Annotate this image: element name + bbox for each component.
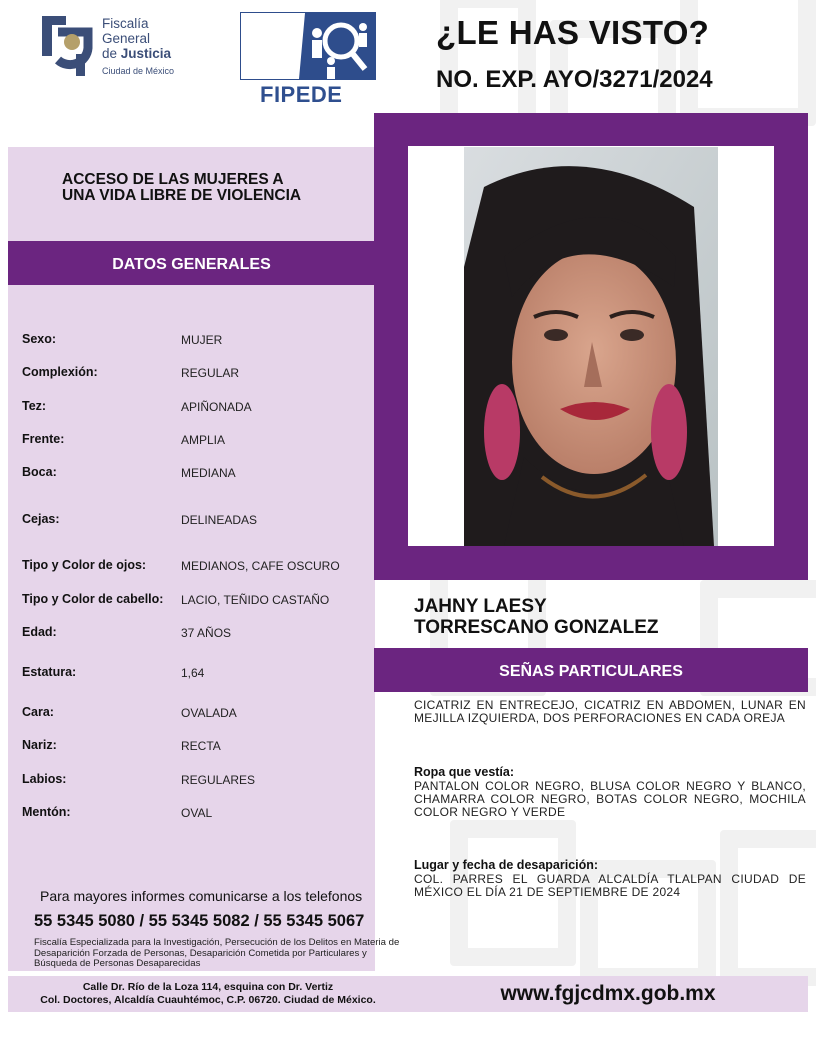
general-data-label: Cejas: [22, 512, 60, 526]
general-data-value: MUJER [181, 333, 223, 347]
general-data-value: RECTA [181, 739, 221, 753]
general-data-value: 1,64 [181, 666, 205, 680]
distinguishing-marks-text: CICATRIZ EN ENTRECEJO, CICATRIZ EN ABDOMEN, LUNAR EN MEJILLA IZQUIERDA, DOS PERFORACIONES EN CADA OREJA [414, 698, 806, 725]
general-data-label: Tipo y Color de cabello: [22, 592, 164, 606]
fgj-logo [40, 12, 190, 86]
address-line1: Calle Dr. Río de la Loza 114, esquina con Dr. Vertiz [82, 981, 334, 993]
person-name-line2: TORRESCANO GONZALEZ [414, 617, 659, 638]
agency-line1: Fiscalía [102, 16, 149, 31]
agency-city: Ciudad de México [102, 66, 175, 76]
general-data-label: Nariz: [22, 738, 57, 752]
general-data-value: MEDIANA [181, 466, 236, 480]
contact-intro: Para mayores informes comunicarse a los telefonos [40, 888, 363, 904]
general-data-value: MEDIANOS, CAFE OSCURO [181, 559, 340, 573]
general-data-value: APIÑONADA [181, 400, 252, 414]
general-data-label: Estatura: [22, 665, 77, 679]
address [8, 981, 408, 1007]
portrait-image [464, 147, 718, 546]
agency-line2: General [102, 31, 151, 46]
general-data-label: Sexo: [22, 332, 57, 346]
general-data-label: Mentón: [22, 805, 71, 819]
program-title: ACCESO DE LAS MUJERES A UNA VIDA LIBRE DE VIOLENCIA [62, 171, 302, 204]
clothing-text: PANTALON COLOR NEGRO, BLUSA COLOR NEGRO Y BLANCO, CHAMARRA COLOR NEGRO, BOTAS COLOR NEGRO, MOCHILA COLOR NEGRO Y VERDE [414, 779, 806, 819]
fipede-label: FIPEDE [260, 82, 343, 107]
agency-line3a: de [102, 46, 121, 61]
website-link[interactable]: www.fgjcdmx.gob.mx [500, 982, 716, 1005]
address-line2: Col. Doctores, Alcaldía Cuauhtémoc, C.P. 06720. Ciudad de México. [40, 994, 376, 1006]
general-data-label: Edad: [22, 625, 57, 639]
office-name: Fiscalía Especializada para la Investigación, Persecución de los Delitos en Materia de Desaparición Forzada de Personas, Desaparición Cometida por Particulares y Búsqueda de Personas Desaparecidas [34, 937, 400, 969]
general-data-label: Cara: [22, 705, 54, 719]
general-data-value: OVALADA [181, 706, 237, 720]
general-data-value: AMPLIA [181, 433, 226, 447]
general-data-label: Boca: [22, 465, 57, 479]
general-data-label: Frente: [22, 432, 65, 446]
general-data-value: REGULAR [181, 366, 240, 380]
general-data-label: Complexión: [22, 365, 98, 379]
people-search-icon [241, 13, 375, 79]
contact-phones: 55 5345 5080 / 55 5345 5082 / 55 5345 5067 [34, 912, 365, 930]
general-data-label: Tipo y Color de ojos: [22, 558, 147, 572]
disappearance-text: COL. PARRES EL GUARDA ALCALDÍA TLALPAN CIUDAD DE MÉXICO EL DÍA 21 DE SEPTIEMBRE DE 2024 [414, 872, 806, 899]
page-title: ¿LE HAS VISTO? [436, 14, 710, 51]
general-data-value: 37 AÑOS [181, 626, 232, 640]
distinguishing-marks-title: SEÑAS PARTICULARES [499, 663, 683, 680]
general-data-value: DELINEADAS [181, 513, 258, 527]
general-data-title: DATOS GENERALES [112, 256, 271, 273]
general-data-value: REGULARES [181, 773, 256, 787]
fipede-logo [240, 12, 376, 106]
general-data-label: Labios: [22, 772, 67, 786]
person-photo [464, 147, 718, 546]
expediente-number: NO. EXP. AYO/3271/2024 [436, 66, 713, 93]
general-data-value: OVAL [181, 806, 213, 820]
fgj-emblem-icon [40, 12, 96, 82]
general-data-label: Tez: [22, 399, 47, 413]
agency-line3b: Justicia [120, 46, 172, 61]
fipede-emblem [240, 12, 376, 80]
disappearance-label: Lugar y fecha de desaparición: [414, 858, 599, 872]
clothing-label: Ropa que vestía: [414, 765, 515, 779]
agency-name [102, 16, 174, 79]
person-name-line1: JAHNY LAESY [414, 596, 547, 617]
person-name [414, 596, 659, 638]
general-data-value: LACIO, TEÑIDO CASTAÑO [181, 593, 330, 607]
